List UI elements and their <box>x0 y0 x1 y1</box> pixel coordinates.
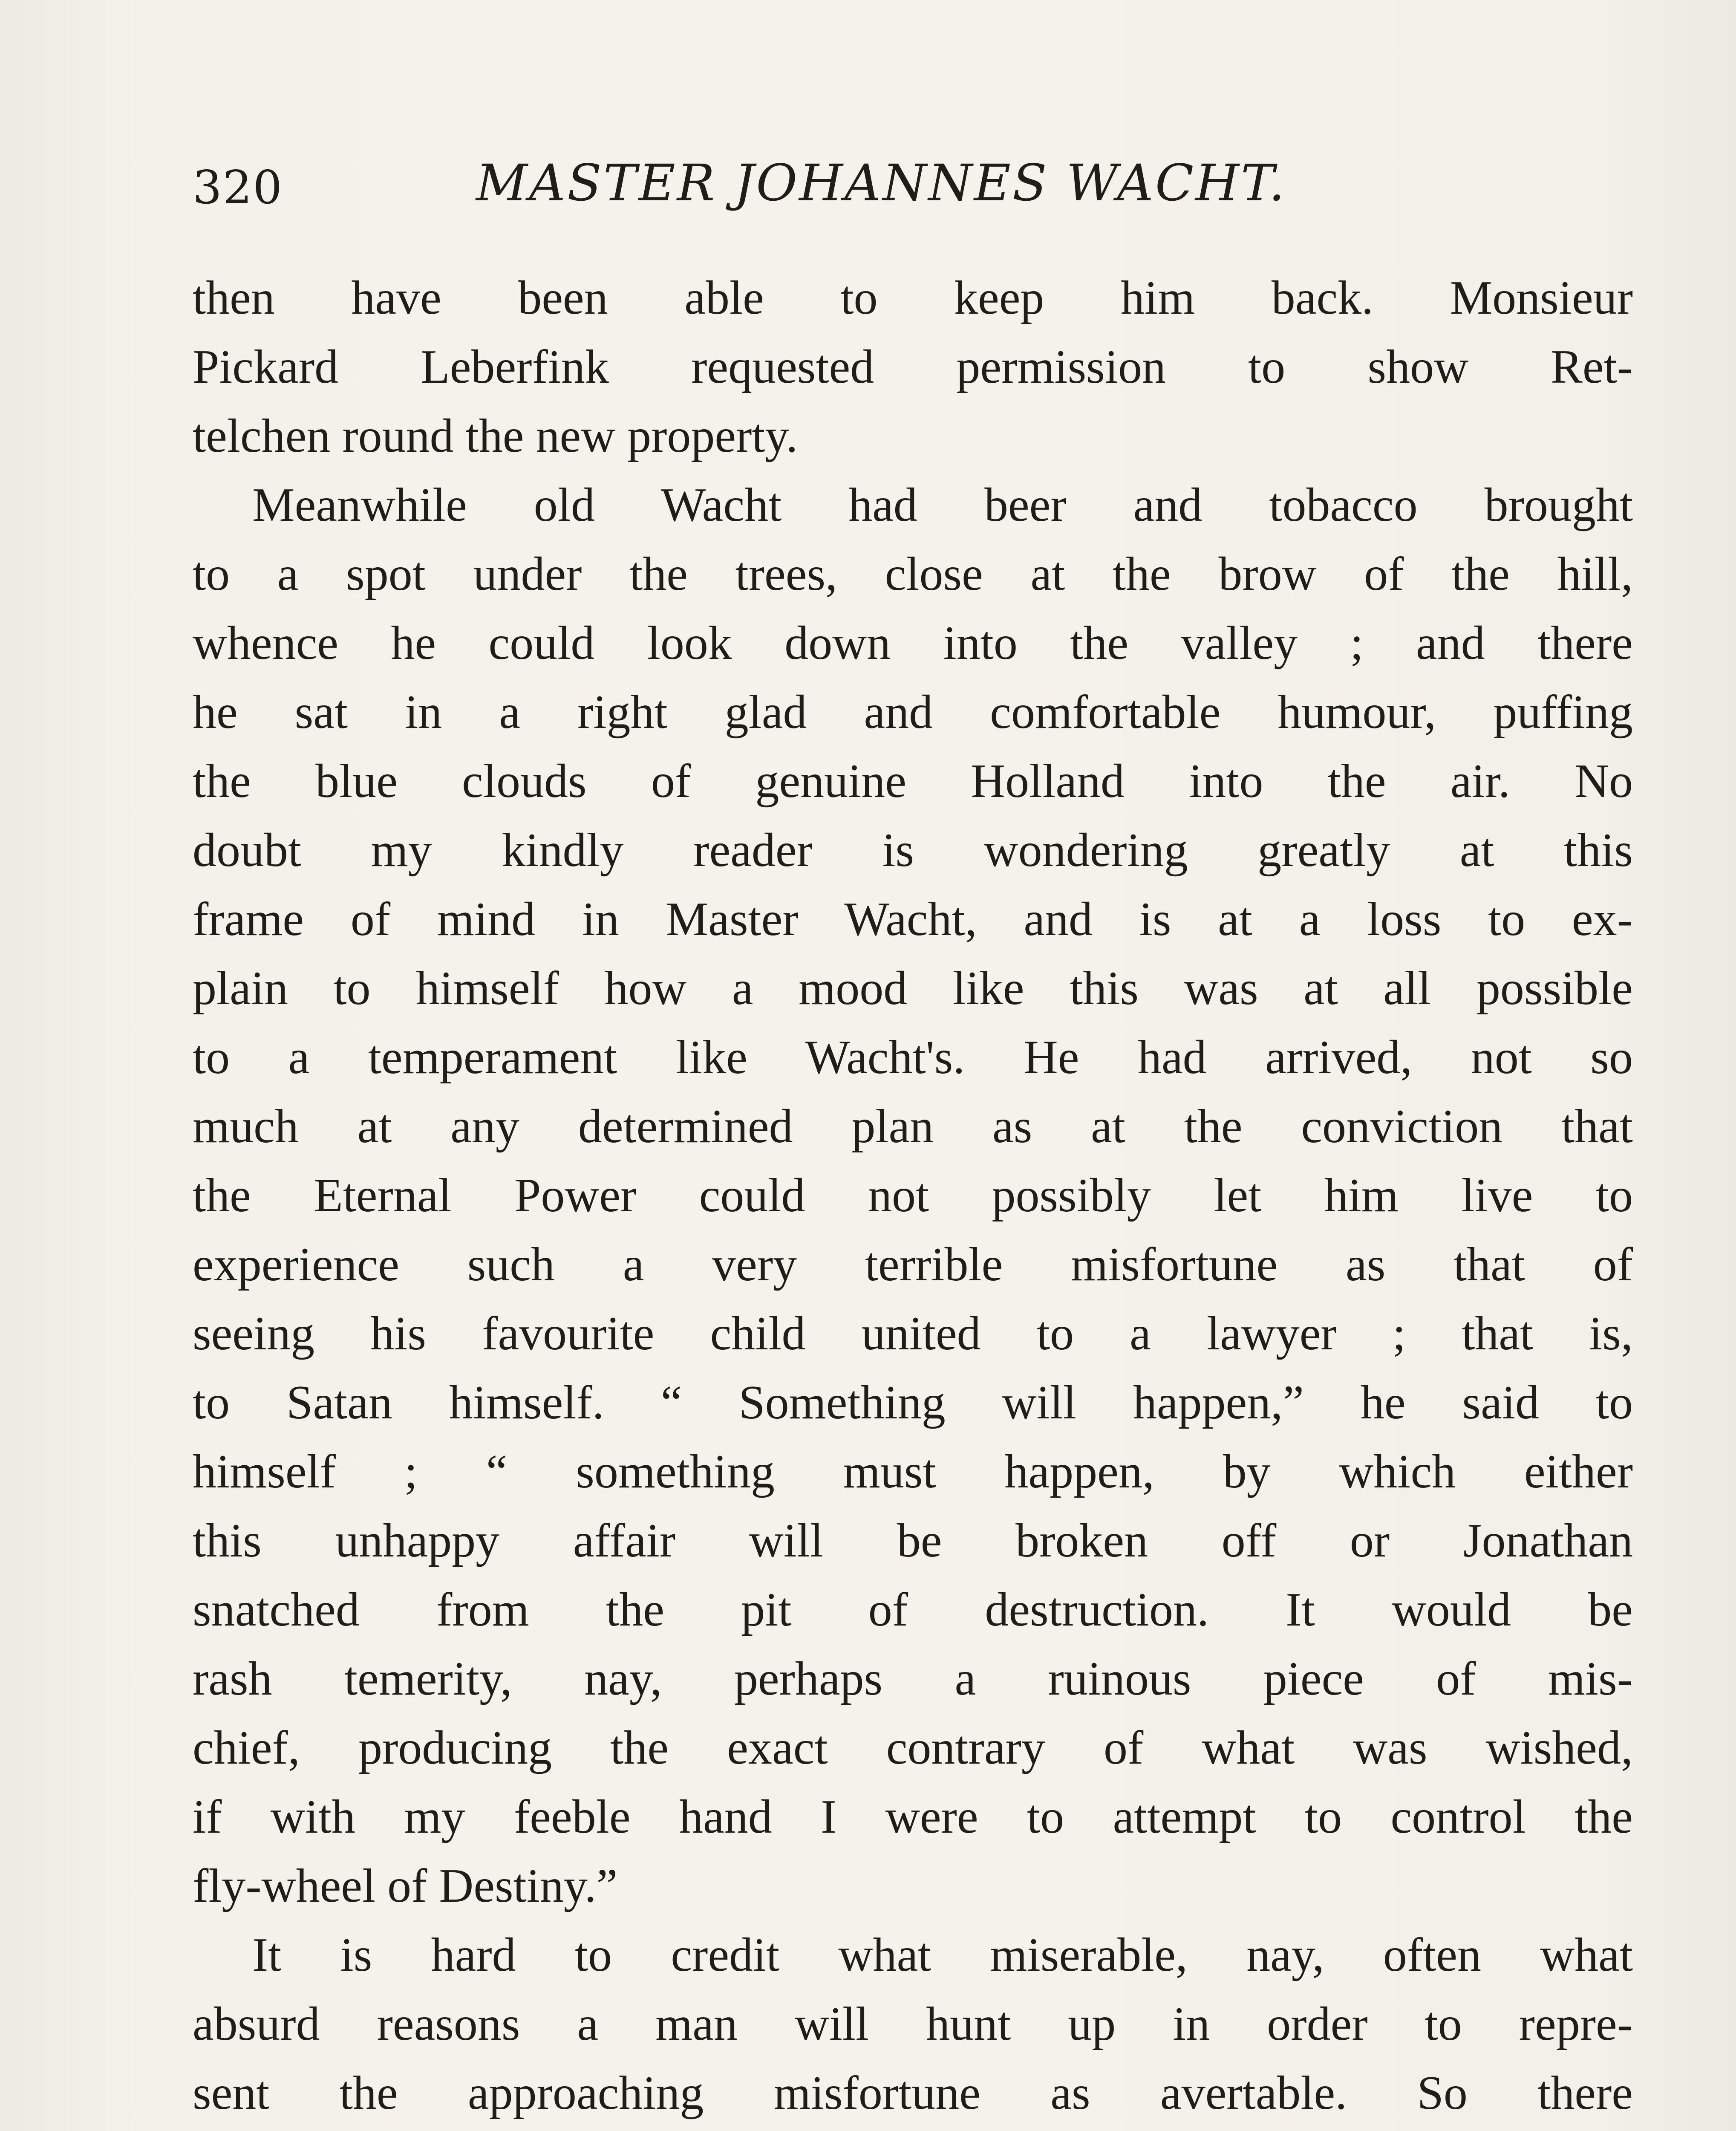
text-line <box>193 2128 1633 2131</box>
text-line: snatched from the pit of destruction. It would be <box>193 1583 1633 1636</box>
text-line: much at any determined plan as at the conviction that <box>193 1100 1633 1153</box>
text-line: the Eternal Power could not possibly let him live to <box>193 1169 1633 1222</box>
running-title: MASTER JOHANNES WACHT. <box>476 153 1286 212</box>
text-line: to Satan himself. “ Something will happen,” he said to <box>193 1376 1633 1429</box>
text-line: Meanwhile old Wacht had beer and tobacco brought <box>252 479 1633 531</box>
text-line: It is hard to credit what miserable, nay, often what <box>252 1929 1633 1981</box>
page-header <box>193 153 1633 222</box>
text-line: experience such a very terrible misfortune as that of <box>193 1238 1633 1291</box>
text-line: rash temerity, nay, perhaps a ruinous piece of mis- <box>193 1652 1633 1705</box>
text-line: seeing his favourite child united to a lawyer ; that is, <box>193 1307 1633 1360</box>
text-line: frame of mind in Master Wacht, and is at a loss to ex- <box>193 893 1633 946</box>
text-line: chief, producing the exact contrary of what was wished, <box>193 1721 1633 1774</box>
text-line: to a temperament like Wacht's. He had arrived, not so <box>193 1031 1633 1084</box>
text-line: telchen round the new property. <box>193 410 798 462</box>
text-line: he sat in a right glad and comfortable humour, puffing <box>193 686 1633 739</box>
body-text <box>193 263 1633 2131</box>
text-line: himself ; “ something must happen, by which either <box>193 1445 1633 1498</box>
text-line: then have been able to keep him back. Monsieur <box>193 271 1633 324</box>
text-line: absurd reasons a man will hunt up in order to repre- <box>193 1998 1633 2050</box>
text-line: Pickard Leberfink requested permission to show Ret- <box>193 341 1633 393</box>
text-line: sent the approaching misfortune as avertable. So there <box>193 2067 1633 2119</box>
text-line: doubt my kindly reader is wondering greatly at this <box>193 824 1633 877</box>
text-line: the blue clouds of genuine Holland into the air. No <box>193 755 1633 808</box>
text-line: fly-wheel of Destiny.” <box>193 1860 618 1912</box>
text-line: to a spot under the trees, close at the brow of the hill, <box>193 548 1633 601</box>
page-number: 320 <box>193 161 283 214</box>
text-line: plain to himself how a mood like this was at all possible <box>193 962 1633 1015</box>
text-line: this unhappy affair will be broken off or Jonathan <box>193 1514 1633 1567</box>
text-line: whence he could look down into the valley ; and there <box>193 617 1633 670</box>
text-line: if with my feeble hand I were to attempt to control the <box>193 1790 1633 1843</box>
